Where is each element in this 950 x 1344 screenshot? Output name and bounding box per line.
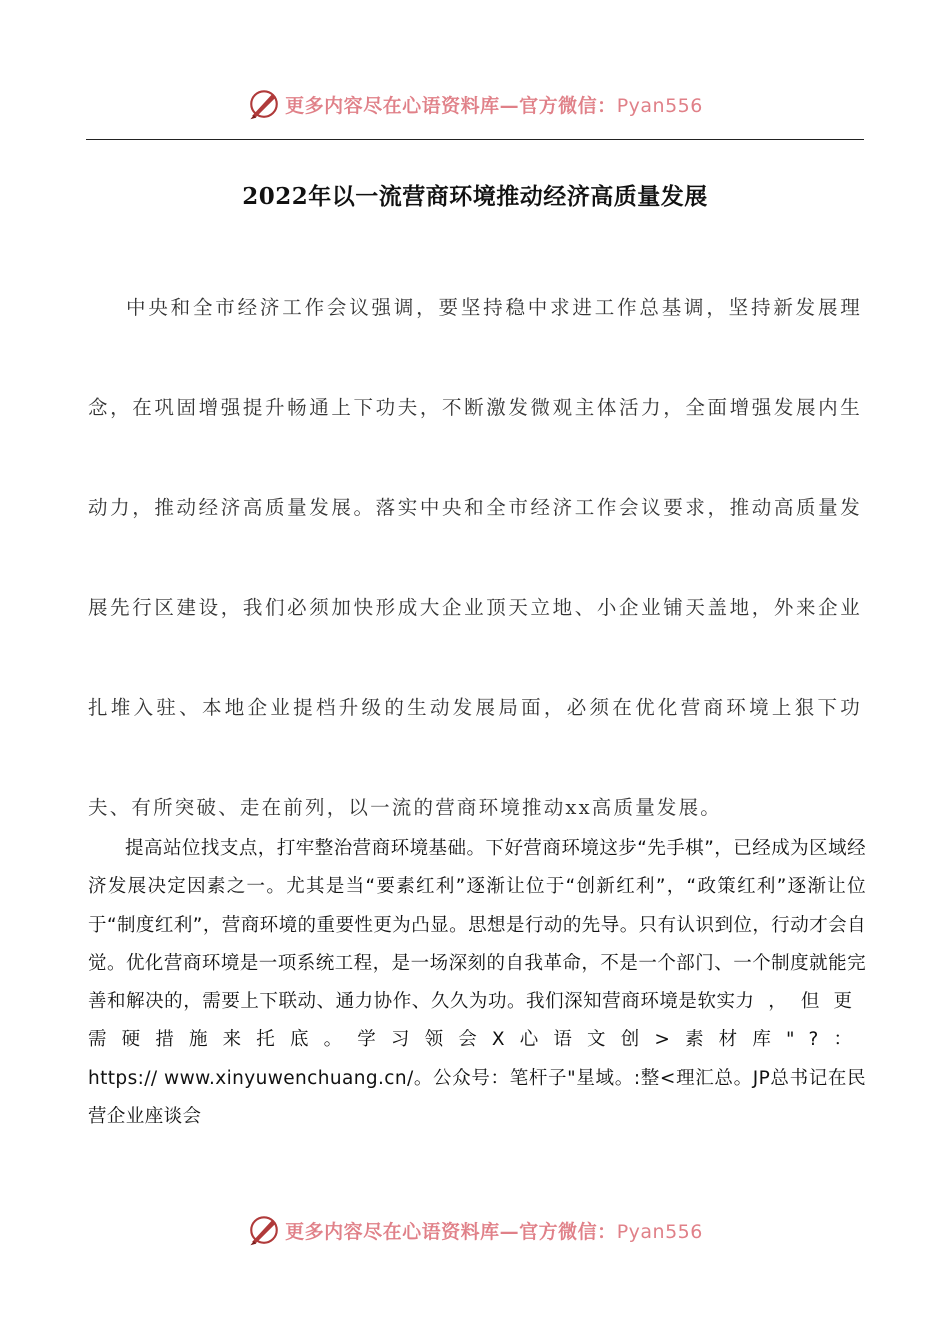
pen-logo-icon [247,1213,281,1247]
banner-contact: 官方微信： [519,1220,617,1243]
paragraph-1: 中央和全市经济工作会议强调，要坚持稳中求进工作总基调，坚持新发展理念，在巩固增强提升畅通上下功夫，不断激发微观主体活力，全面增强发展内生动力，推动经济高质量发展。落实中央和全市经济工作会议要求，推动高质量发展先行区建设，我们必须加快形成大企业顶天立地、小企业铺天盖地，外来企业扎堆入驻、本地企业提档升级的生动发展局面，必须在优化营商环境上狠下功夫、有所突破、走在前列，以一流的营商环境推动xx高质量发展。 [88,296,862,819]
banner-text: 更多内容尽在心语资料库 [285,1220,500,1243]
paragraph-2-spaced: 力，但更需硬措施来托底。学习领会X心语文创>素材库"?： [88,991,866,1051]
banner-contact: 官方微信： [519,94,617,117]
paragraph-2-tail: https:// www.xinyuwenchuang.cn/。公众号：笔杆子"星域。:整<理汇总。JP总书记在民营企业座谈会 [88,1067,866,1128]
header-banner [0,84,950,124]
paragraph-2-main: 提高站位找支点，打牢整治营商环境基础。下好营商环境这步“先手棋”，已经成为区域经济发展决定因素之一。尤其是当“要素红利”逐渐让位于“创新红利”，“政策红利”逐渐让位于“制度红利”，营商环境的重要性更为凸显。思想是行动的先导。只有认识到位，行动才会自觉。优化营商环境是一项系统工程，是一场深刻的自我革命，不是一个部门、一个制度就能完善和解决的，需要上下联动、通力协作、久久为功。我们深知营商环境是软实 [88,838,866,1013]
paragraph-2 [88,830,866,1136]
banner-text: 更多内容尽在心语资料库 [285,94,500,117]
banner-wechat-id: Pyan556 [616,94,703,117]
banner-separator: — [499,1220,520,1243]
banner-separator: — [499,94,520,117]
document-title: 2022年以一流营商环境推动经济高质量发展 [242,183,708,210]
pen-logo-icon [247,87,281,121]
footer-banner [0,1210,950,1250]
header-rule [86,139,864,140]
banner-wechat-id: Pyan556 [616,1220,703,1243]
